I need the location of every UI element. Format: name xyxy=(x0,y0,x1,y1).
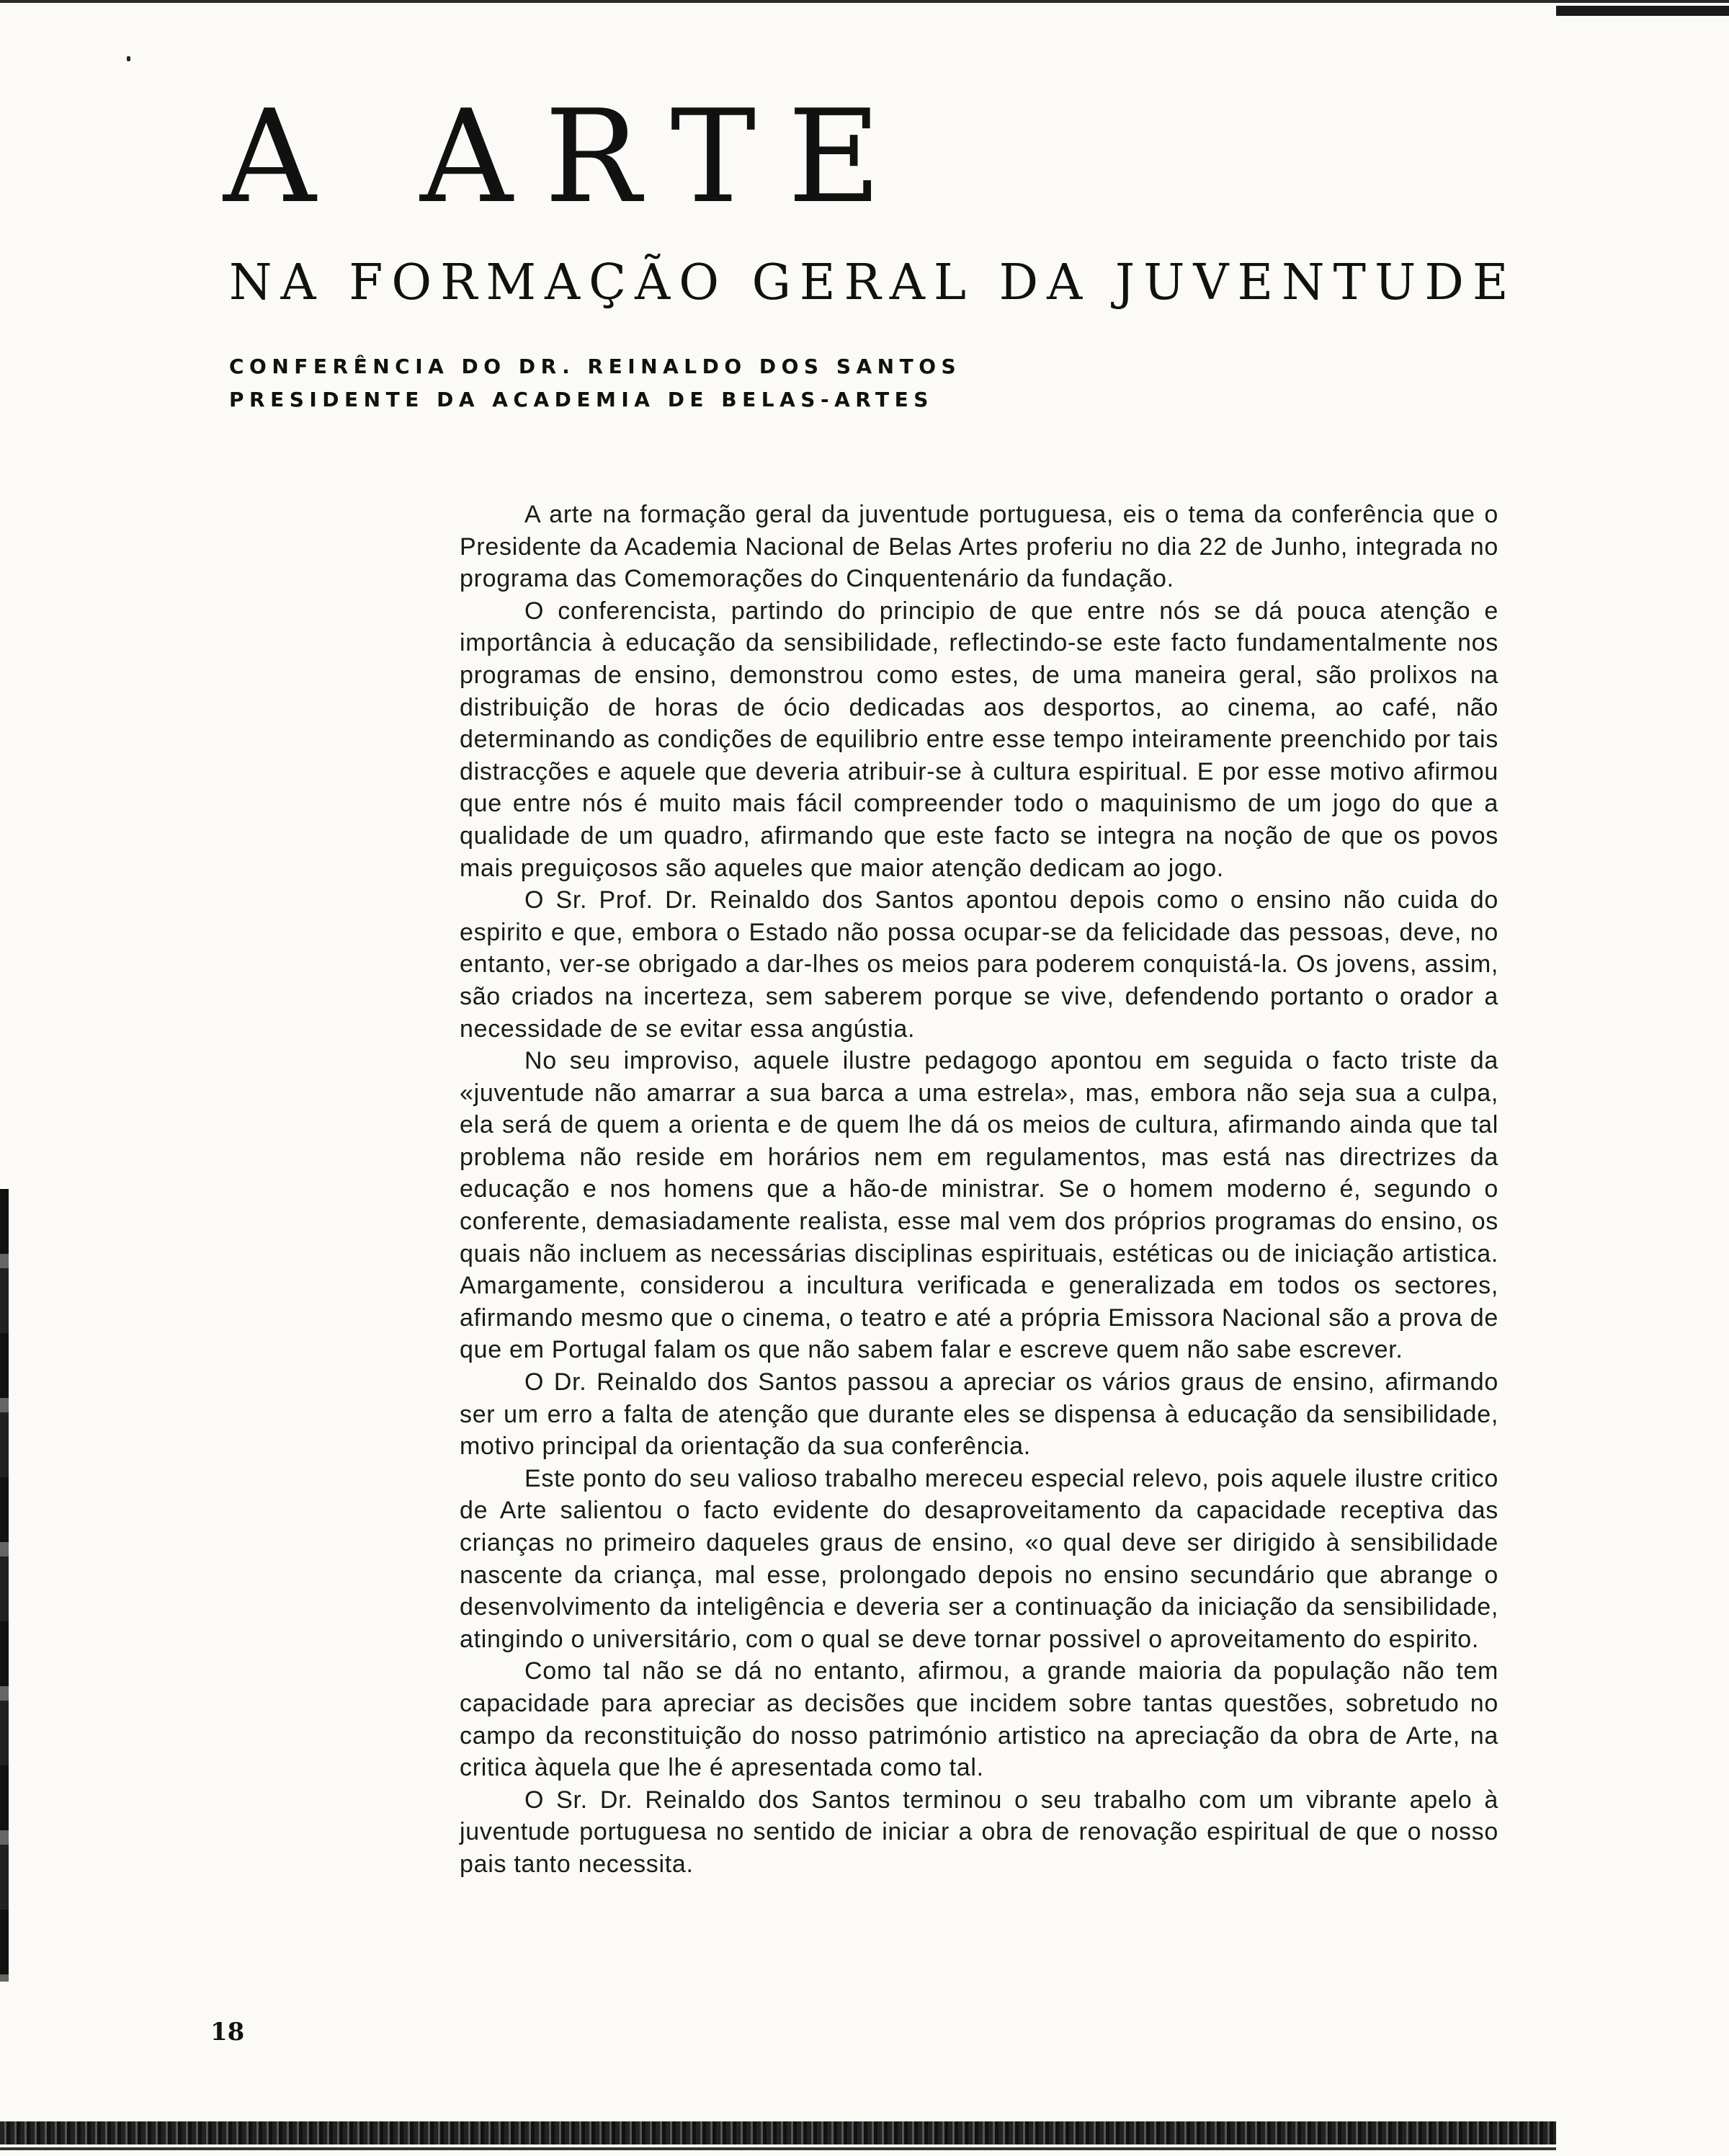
bottom-rule-underline xyxy=(0,2147,1556,2150)
ink-speck xyxy=(127,56,130,61)
byline-line: CONFERÊNCIA DO DR. REINALDO DOS SANTOS xyxy=(229,355,962,378)
article-body xyxy=(460,499,1498,1881)
article-paragraph: O conferencista, partindo do principio de que entre nós se dá pouca atenção e importância à educação da sensibilidade, reflectindo-se este facto fundamentalmente nos programas de ensino, demonstrou como estes, de uma maneira geral, são prolixos na distribuição de horas de ócio dedicadas aos desportos, ao cinema, ao café, não determinando as condições de equilibrio entre esse tempo inteiramente preenchido por tais distracções e aquele que deveria atribuir-se à cultura espiritual. E por esse motivo afirmou que entre nós é muito mais fácil compreender todo o maquinismo de um jogo do que a qualidade de um quadro, afirmando que este facto se integra na noção de que os povos mais preguiçosos são aqueles que maior atenção dedicam ao jogo. xyxy=(460,597,1498,882)
article-paragraph: Como tal não se dá no entanto, afirmou, a grande maioria da população não tem capacidade para apreciar as decisões que incidem sobre tantas questões, sobretudo no campo da reconstituição do nosso património artistico na apreciação da obra de Arte, na critica àquela que lhe é apresentada como tal. xyxy=(460,1657,1498,1782)
article-title: A ARTE xyxy=(223,82,913,231)
article-subtitle: NA FORMAÇÃO GERAL DA JUVENTUDE xyxy=(229,254,1517,311)
article-paragraph: No seu improviso, aquele ilustre pedagogo apontou em seguida o facto triste da «juventude não amarrar a sua barca a uma estrela», mas, embora não seja sua a culpa, ela será de quem a orienta e de quem lhe dá os meios de cultura, afirmando ainda que tal problema não reside em horários nem em regulamentos, mas está nas directrizes da educação e nos homens que a hão-de ministrar. Se o homem moderno é, segundo o conferente, demasiadamente realista, esse mal vem dos próprios programas do ensino, os quais não incluem as necessárias disciplinas espirituais, estéticas ou de iniciação artistica. Amargamente, considerou a incultura verificada e generalizada em todos os sectores, afirmando mesmo que o cinema, o teatro e até a própria Emissora Nacional são a prova de que em Portugal falam os que não sabem falar e escreve quem não sabe escrever. xyxy=(460,1047,1498,1364)
byline xyxy=(229,350,961,416)
top-rule-accent xyxy=(1556,6,1729,16)
page-number: 18 xyxy=(210,2018,245,2046)
article-paragraph: O Dr. Reinaldo dos Santos passou a apreciar os vários graus de ensino, afirmando ser um erro a falta de atenção que durante eles se dispensa à educação da sensibilidade, motivo principal da orientação da sua conferência. xyxy=(460,1368,1498,1461)
binding-edge xyxy=(0,1189,9,1982)
byline-line: PRESIDENTE DA ACADEMIA DE BELAS-ARTES xyxy=(229,388,934,411)
article-paragraph: O Sr. Dr. Reinaldo dos Santos terminou o seu trabalho com um vibrante apelo à juventude portuguesa no sentido de iniciar a obra de renovação espiritual de que o nosso pais tanto necessita. xyxy=(460,1786,1498,1878)
article-paragraph: A arte na formação geral da juventude portuguesa, eis o tema da conferência que o Presidente da Academia Nacional de Belas Artes proferiu no dia 22 de Junho, integrada no programa das Comemorações do Cinquentenário da fundação. xyxy=(460,501,1498,593)
bottom-rule xyxy=(0,2121,1556,2144)
article-paragraph: Este ponto do seu valioso trabalho mereceu especial relevo, pois aquele ilustre critico de Arte salientou o facto evidente do desaproveitamento da capacidade receptiva das crianças no primeiro daqueles graus de ensino, «o qual deve ser dirigido à sensibilidade nascente da criança, mal esse, prolongado depois no ensino secundário que abrange o desenvolvimento da inteligência e deveria ser a continuação da iniciação da sensibilidade, atingindo o universitário, com o qual se deve tornar possivel o aproveitamento do espirito. xyxy=(460,1464,1498,1653)
top-rule xyxy=(0,0,1729,7)
article-paragraph: O Sr. Prof. Dr. Reinaldo dos Santos apontou depois como o ensino não cuida do espirito e que, embora o Estado não possa ocupar-se da felicidade das pessoas, deve, no entanto, ver-se obrigado a dar-lhes os meios para poderem conquistá-la. Os jovens, assim, são criados na incerteza, sem saberem porque se vive, defendendo portanto o orador a necessidade de se evitar essa angústia. xyxy=(460,886,1498,1043)
